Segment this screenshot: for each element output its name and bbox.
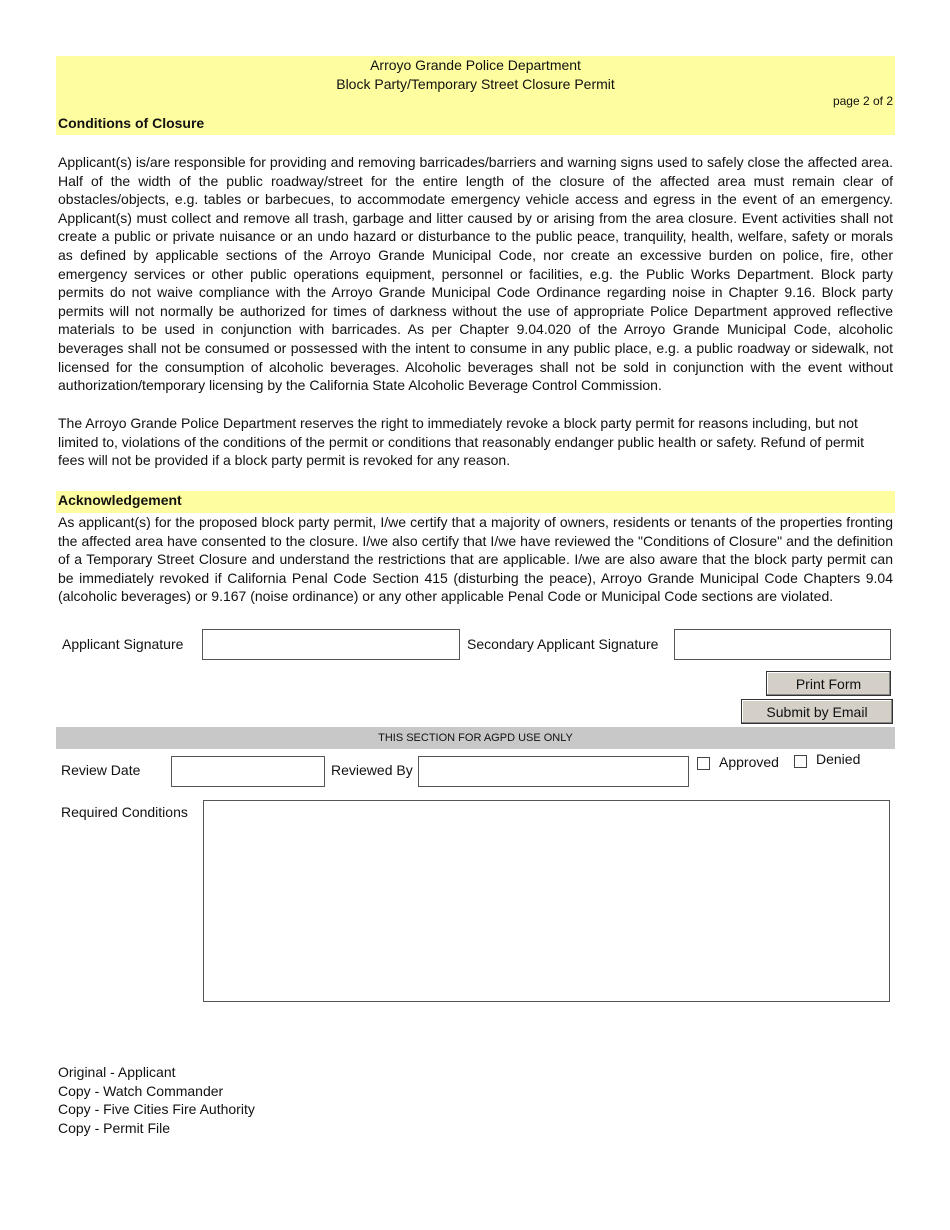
approved-label: Approved bbox=[719, 754, 779, 770]
reviewed-by-label: Reviewed By bbox=[331, 762, 413, 778]
distribution-item: Original - Applicant bbox=[58, 1064, 176, 1080]
conditions-paragraph: Applicant(s) is/are responsible for providing and removing barricades/barriers and warning signs used to safely close the affected area. Half of the width of the public roadway/street for the entire length of the closure of the affected area must remain clear of obstacles/objects, e.g. tables or barbecues, to accommodate emergency vehicle access and egress in the event of an emergency. Applicant(s) must collect and remove all trash, garbage and litter caused by or arising from the area closure. Event activities shall not create a public or private nuisance or an undo hazard or disturbance to the public peace, tranquility, health, welfare, safety or morals as defined by applicable sections of the Arroyo Grande Municipal Code, nor create an excessive burden on police, fire, other emergency services or other public operations equipment, personnel or facilities, e.g. the Public Works Department. Block party permits do not waive compliance with the Arroyo Grande Municipal Code Ordinance regarding noise in Chapter 9.16. Block party permits will not normally be authorized for times of darkness without the use of appropriate Police Department approved reflective materials to be used in conjunction with barricades. As per Chapter 9.04.020 of the Arroyo Grande Municipal Code, alcoholic beverages shall not be consumed or possessed with the intent to consume in any public place, e.g. a public roadway or sidewalk, not licensed for the consumption of alcoholic beverages. Alcoholic beverages shall not be sold in conjunction with the event without authorization/temporary licensing by the California State Alcoholic Beverage Control Commission. bbox=[58, 154, 893, 394]
form-title: Block Party/Temporary Street Closure Permit bbox=[336, 76, 615, 92]
revocation-paragraph: The Arroyo Grande Police Department reserves the right to immediately revoke a block party permit for reasons including, but not limited to, violations of the conditions of the permit or conditions that reasonably endanger public health or safety. Refund of permit fees will not be provided if a block party permit is revoked for any reason. bbox=[58, 415, 864, 469]
print-form-button[interactable]: Print Form bbox=[766, 671, 891, 696]
secondary-signature-field[interactable] bbox=[674, 629, 891, 660]
distribution-item: Copy - Watch Commander bbox=[58, 1082, 224, 1099]
distribution-item: Copy - Five Cities Fire Authority bbox=[58, 1101, 255, 1117]
agpd-use-only-text: THIS SECTION FOR AGPD USE ONLY bbox=[378, 732, 573, 744]
approved-checkbox[interactable] bbox=[697, 757, 710, 770]
acknowledgement-text: As applicant(s) for the proposed block party permit, I/we certify that a majority of owners, residents or tenants of the properties fronting the affected area have consented to the closure. I/we also certify that I/we have reviewed the "Conditions of Closure" and the definition of a Temporary Street Closure and understand the restrictions that are applicable. I/we are also aware that the block party permit can be immediately revoked if California Penal Code Section 415 (disturbing the peace), Arroyo Grande Municipal Code Chapters 9.04 (alcoholic beverages) or 9.167 (noise ordinance) or any other applicable Penal Code or Municipal Code sections are violated. bbox=[58, 514, 893, 605]
applicant-signature-field[interactable] bbox=[202, 629, 460, 660]
acknowledgement-heading: Acknowledgement bbox=[58, 492, 182, 508]
secondary-signature-label: Secondary Applicant Signature bbox=[467, 636, 659, 652]
review-date-field[interactable] bbox=[171, 756, 325, 787]
review-date-label: Review Date bbox=[61, 762, 141, 778]
applicant-signature-label: Applicant Signature bbox=[62, 636, 184, 652]
denied-checkbox[interactable] bbox=[794, 755, 807, 768]
required-conditions-field[interactable] bbox=[203, 800, 890, 1002]
submit-by-email-button[interactable]: Submit by Email bbox=[741, 699, 893, 724]
required-conditions-label: Required Conditions bbox=[61, 804, 188, 820]
department-name: Arroyo Grande Police Department bbox=[370, 57, 581, 73]
conditions-heading: Conditions of Closure bbox=[58, 115, 205, 131]
reviewed-by-field[interactable] bbox=[418, 756, 689, 787]
agpd-use-only-band bbox=[56, 727, 895, 749]
distribution-item: Copy - Permit File bbox=[58, 1119, 171, 1136]
denied-label: Denied bbox=[816, 751, 861, 767]
distribution-list bbox=[58, 1063, 255, 1137]
page-number: page 2 of 2 bbox=[832, 94, 893, 108]
